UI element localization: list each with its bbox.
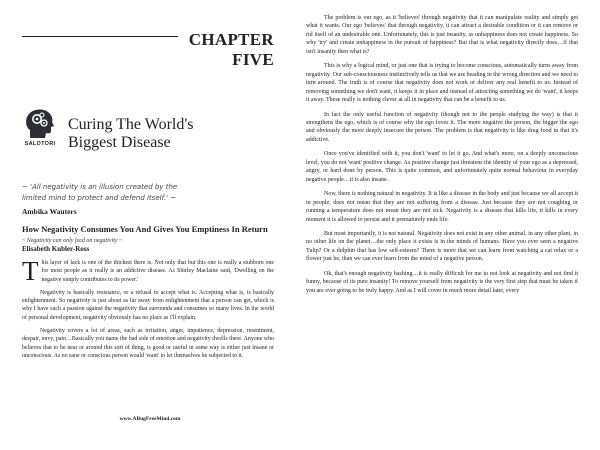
epigraph-line-1: ~ 'All negativity is an illusion created by the bbox=[22, 183, 178, 191]
chapter-rule bbox=[22, 36, 178, 37]
drop-cap: T bbox=[22, 256, 39, 286]
footer-url: www.ABugFreeMind.com bbox=[119, 416, 181, 422]
epigraph-line-2: limited mind to protect and defend itself.' ~ bbox=[22, 194, 177, 202]
paragraph: Ok, that's enough negativity bashing…it is really difficult for me to not look at negativity and not find it funny, because of its pure insanity! To remove yourself from negativity is the very first step that must be taken if you are ever going to be truly happy. And as I will cover in much more detail later, every bbox=[306, 270, 578, 294]
paragraph: Negativity covers a lot of areas, such as irritation, anger, impatience, depression, resentment, despair, envy, pain…Basically you name the bad side of emotion and negativity dwells there. Anyone who believes that to be near or around this sort of thing, is good or useful in some way is either just insane or unconscious. As no sane or conscious person would 'want' to let themselves be subjected to it. bbox=[22, 328, 274, 359]
title-row bbox=[22, 106, 274, 166]
logo bbox=[22, 106, 58, 147]
right-body bbox=[306, 14, 578, 295]
paragraph: This layer of lack is one of the thickest there is. Not only that but this one is really a stubborn one for most people as it really is an addictive disease. As Shirley Maclaine said, 'Dwelling on the negative simply contributes to its power.' bbox=[22, 256, 274, 286]
main-title bbox=[68, 116, 193, 152]
head-gears-icon bbox=[22, 106, 58, 140]
chapter-number: FIVE bbox=[232, 50, 274, 69]
logo-text: SALOTORI bbox=[24, 141, 56, 147]
title-line-2: Biggest Disease bbox=[68, 134, 171, 151]
section-quote-author: Elisabeth Kubler-Ross bbox=[22, 245, 90, 253]
paragraph: But most importantly, it is not natural. Negativity does not exist in any other animal, in any other plant, in no other life on the planet…the only place it exists is in the minds of humans. Have you ever seen a negative Tulip? Or a dolphin that has low self-esteem? There is more that we can learn from watching a cat relax or a flower just be, than we can ever learn from the mind of a negative person. bbox=[306, 230, 578, 263]
paragraph: The problem is our ego, as it 'believes' through negativity that it can manipulate reality and simply get what it wants. Our ego 'believes' that through negativity, it can attract a desirable condition or it can remove or rid itself of an undesirable one. Unfortunately, this is just insanity, as unhappiness does not create happiness. So why 'try' and create unhappiness in the pursuit of happiness? But that is what negativity directly does…if that isn't insanity then what is? bbox=[306, 15, 578, 55]
left-body bbox=[22, 256, 274, 360]
section-quote: ~ Negativity can only feed on negativity ~ bbox=[22, 238, 123, 244]
paragraph: In fact the only useful function of negativity (though not to the people studying the way) is that it strengthens the ego, which is of course why the ego loves it. The more negative the person, the bigger the ego and obviously the more deeply insecure the person. The problem is that negativity is like drug food in that it's addictive. bbox=[306, 111, 578, 143]
title-line-1: Curing The World's bbox=[68, 116, 194, 133]
chapter-header bbox=[22, 20, 274, 76]
section-heading: How Negativity Consumes You And Gives You Emptiness In Return bbox=[22, 224, 268, 234]
paragraph: This is why a logical mind, or just one that is trying to become conscious, automatically turns away from negativity. Our sub-consciousness instinctively tells us that we are heading in the wrong direction and we need to turn around. The truth is of course that negativity does not work or deliver any real benefit to us. Instead of removing something we don't want, it keeps it in place and instead of attracting something we do 'want', it keeps it away. These really is nothing clever at all in negativity that can be a benefit to us. bbox=[306, 63, 578, 104]
paragraph: Now, there is nothing natural in negativity. It is like a disease in the body and just because we all accept it in people, does not mean that they are not suffering from a disease. Just because they are not coughing or running a temperature does not mean they are not sick. Negativity is a disease that kills life, it kills in every moment it is allowed to persist and it prematurely ends life. bbox=[306, 191, 578, 223]
paragraph: Negativity is basically resistance, or a refusal to accept what is. Accepting what is, is basically enlightenment. So negativity is just about as far away from enlightenment that a person can get, which is why I have such a passion against the negativity that surrounds and consumes so many lives. In the world of personal development, negativity obviously has no place as I'll explain. bbox=[22, 289, 274, 321]
epigraph bbox=[22, 182, 274, 204]
chapter-label: CHAPTER bbox=[188, 30, 274, 49]
paragraph: Once you've identified with it, you don't 'want' to let it go. And what's more, on a deeply unconscious level, you do not 'want' positive change. As positive change just threatens the identity of your ego as a depressed, angry, or hard done by person. This is quite common, and unfortunately quite normal behaviour in everyday negative people…it is also insane. bbox=[306, 151, 578, 183]
chapter-title bbox=[189, 30, 274, 70]
right-page bbox=[300, 0, 600, 450]
epigraph-author: Ambika Wauters bbox=[22, 207, 77, 216]
